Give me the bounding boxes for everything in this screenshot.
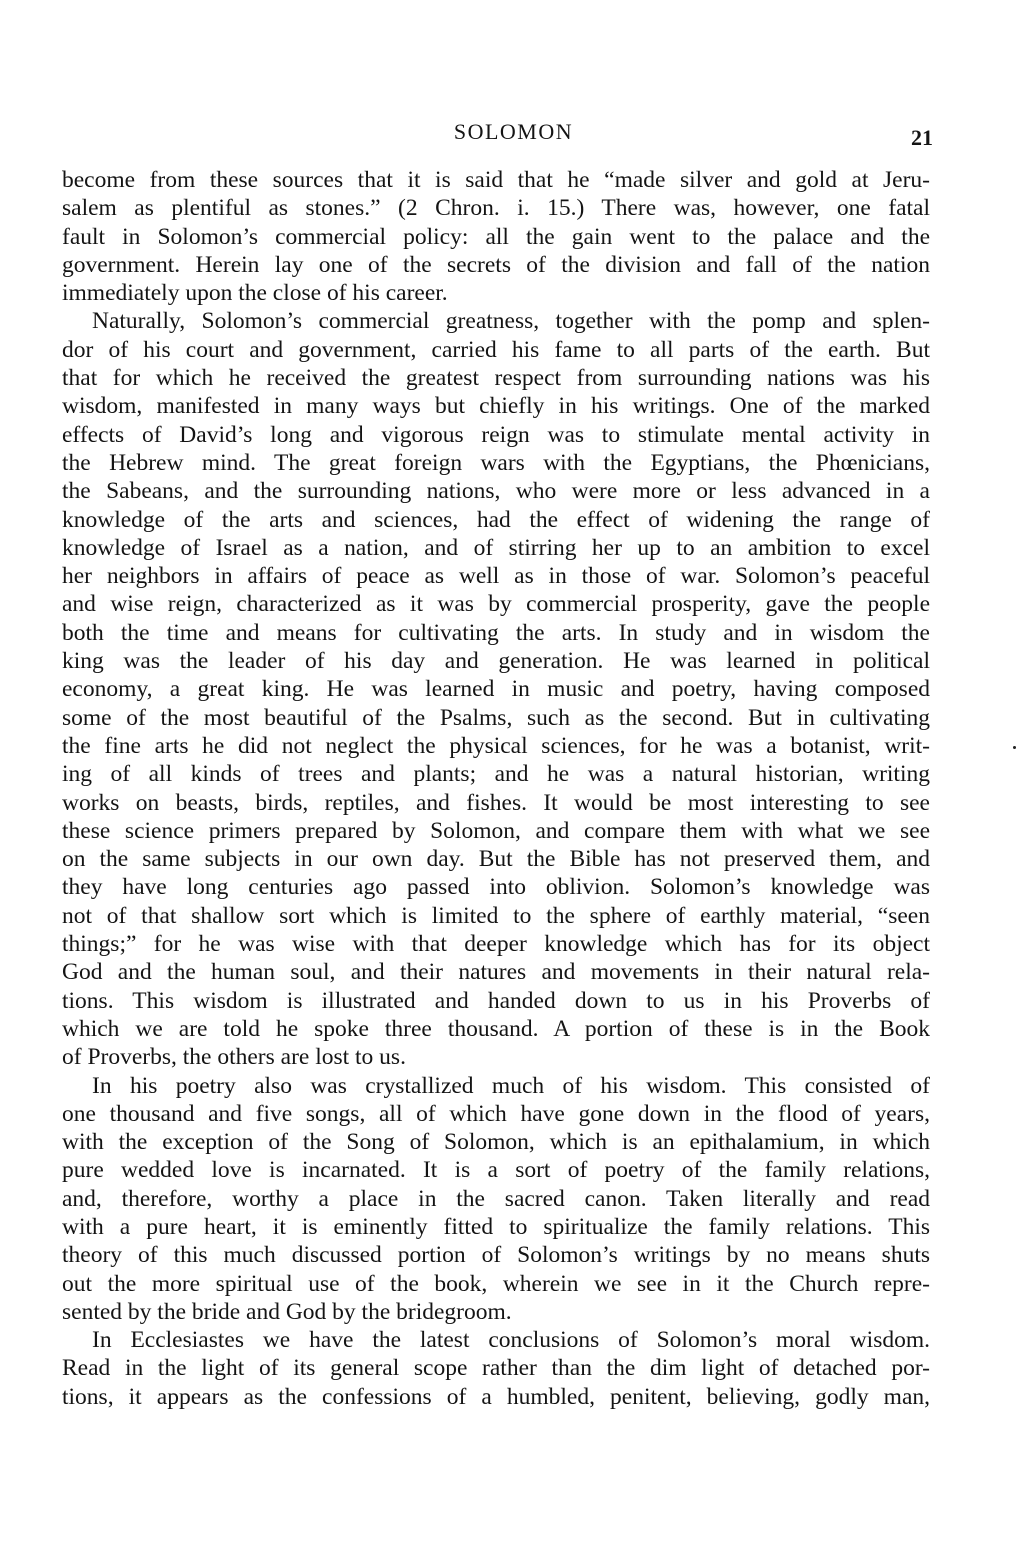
- running-title: SOLOMON: [453, 119, 574, 144]
- text-line: some of the most beautiful of the Psalms, such as the second. But in cultivating: [62, 704, 930, 731]
- text-line: that for which he received the greatest respect from surrounding nations was his: [62, 365, 930, 392]
- text-line: out the more spiritual use of the book, wherein we see in it the Church repre-: [62, 1270, 930, 1297]
- text-line: king was the leader of his day and generation. He was learned in political: [62, 648, 930, 675]
- text-line: economy, a great king. He was learned in music and poetry, having composed: [62, 676, 930, 703]
- text-line: Read in the light of its general scope rather than the dim light of detached por-: [62, 1355, 930, 1382]
- text-line: the Sabeans, and the surrounding nations, who were more or less advanced in a: [62, 478, 930, 505]
- text-line: and, therefore, worthy a place in the sacred canon. Taken literally and read: [62, 1185, 930, 1212]
- text-line: works on beasts, birds, reptiles, and fishes. It would be most interesting to see: [62, 789, 930, 816]
- text-line: pure wedded love is incarnated. It is a sort of poetry of the family relations,: [62, 1157, 930, 1184]
- paragraph-start-line: Naturally, Solomon’s commercial greatness, together with the pomp and splen-: [92, 308, 930, 335]
- text-line: effects of David’s long and vigorous reign was to stimulate mental activity in: [62, 421, 930, 448]
- text-line: one thousand and five songs, all of which have gone down in the flood of years,: [62, 1100, 930, 1127]
- text-line: on the same subjects in our own day. But the Bible has not preserved them, and: [62, 846, 930, 873]
- text-line: and wise reign, characterized as it was by commercial prosperity, gave the people: [62, 591, 930, 618]
- text-line: salem as plentiful as stones.” (2 Chron. i. 15.) There was, however, one fatal: [62, 195, 930, 222]
- text-line: knowledge of Israel as a nation, and of stirring her up to an ambition to excel: [62, 534, 930, 561]
- text-line: tions, it appears as the confessions of a humbled, penitent, believing, godly man,: [62, 1383, 930, 1410]
- text-line: which we are told he spoke three thousand. A portion of these is in the Book: [62, 1015, 930, 1042]
- text-line: both the time and means for cultivating the arts. In study and in wisdom the: [62, 619, 930, 646]
- text-line: dor of his court and government, carried his fame to all parts of the earth. But: [62, 336, 930, 363]
- text-line: of Proverbs, the others are lost to us.: [62, 1044, 406, 1071]
- text-line: sented by the bride and God by the bridegroom.: [62, 1298, 512, 1325]
- text-line: ing of all kinds of trees and plants; and he was a natural historian, writing: [62, 761, 930, 788]
- text-line: with the exception of the Song of Solomon, which is an epithalamium, in which: [62, 1129, 930, 1156]
- text-line: knowledge of the arts and sciences, had the effect of widening the range of: [62, 506, 930, 533]
- text-line: government. Herein lay one of the secrets of the division and fall of the nation: [62, 251, 930, 278]
- text-line: God and the human soul, and their natures and movements in their natural rela-: [62, 959, 930, 986]
- text-line: not of that shallow sort which is limited to the sphere of earthly material, “seen: [62, 902, 930, 929]
- text-line: theory of this much discussed portion of Solomon’s writings by no means shuts: [62, 1242, 930, 1269]
- text-line: become from these sources that it is said that he “made silver and gold at Jeru-: [62, 167, 930, 193]
- page-number: 21: [911, 125, 933, 150]
- text-line: immediately upon the close of his career.: [62, 280, 448, 307]
- text-line: tions. This wisdom is illustrated and handed down to us in his Proverbs of: [62, 987, 930, 1014]
- text-line: the Hebrew mind. The great foreign wars with the Egyptians, the Phœnicians,: [62, 449, 930, 476]
- text-line: these science primers prepared by Solomon, and compare them with what we see: [62, 817, 930, 844]
- text-line: with a pure heart, it is eminently fitted to spiritualize the family relations. This: [62, 1213, 930, 1240]
- text-line: wisdom, manifested in many ways but chiefly in his writings. One of the marked: [62, 393, 930, 420]
- margin-speck: [1013, 746, 1016, 749]
- text-line: things;” for he was wise with that deeper knowledge which has for its object: [62, 931, 930, 958]
- text-line: the fine arts he did not neglect the physical sciences, for he was a botanist, writ-: [62, 732, 930, 759]
- text-line: they have long centuries ago passed into oblivion. Solomon’s knowledge was: [62, 874, 930, 901]
- paragraph-start-line: In his poetry also was crystallized much of his wisdom. This consisted of: [92, 1072, 930, 1099]
- paragraph-start-line: In Ecclesiastes we have the latest conclusions of Solomon’s moral wisdom.: [92, 1327, 930, 1354]
- text-line: her neighbors in affairs of peace as well as in those of war. Solomon’s peaceful: [62, 563, 930, 590]
- text-line: fault in Solomon’s commercial policy: all the gain went to the palace and the: [62, 223, 930, 250]
- body-text: [62, 166, 930, 1411]
